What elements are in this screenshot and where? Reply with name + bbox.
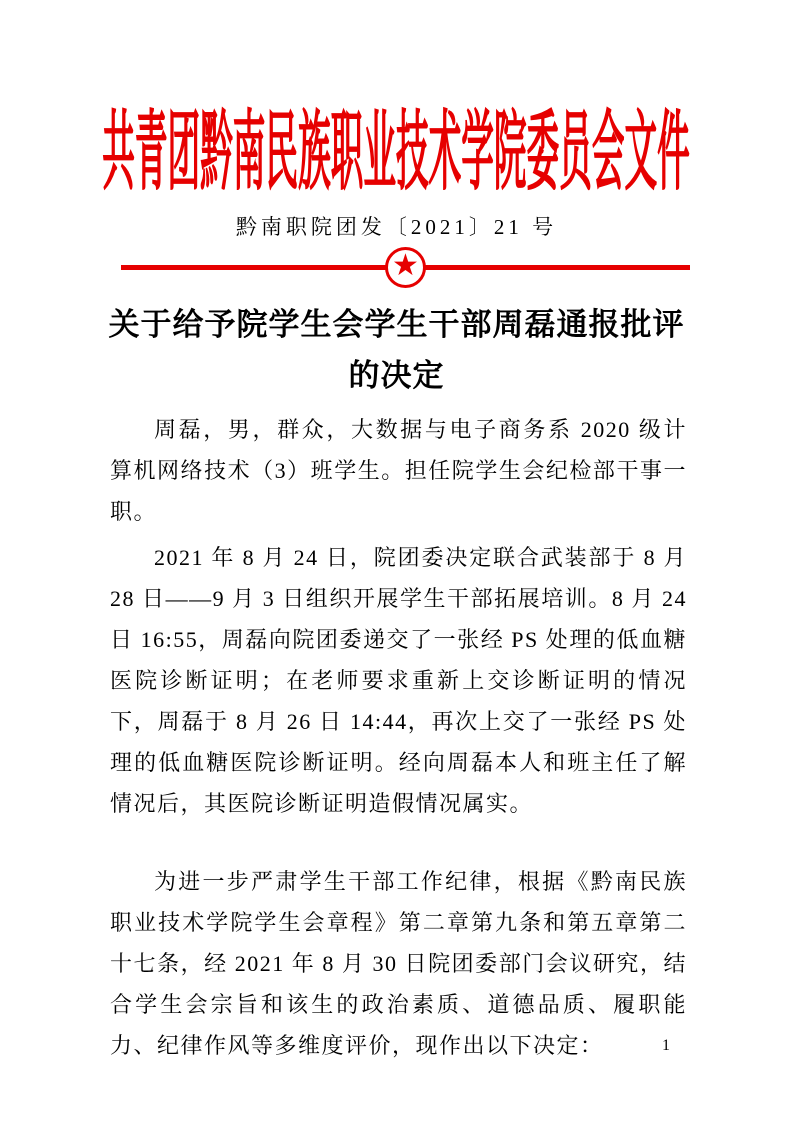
document-title-line-2: 的决定 (348, 358, 445, 393)
document-number: 黔南职院团发〔2021〕21 号 (235, 215, 558, 239)
star-icon: ★ (392, 248, 419, 283)
body-paragraph: 为进一步严肃学生干部工作纪律，根据《黔南民族职业技术学院学生会章程》第二章第九条和第五章第二十七条，经 2021 年 8 月 30 日院团委部门会议研究，结合学生会宗旨和该生的政治素质、道德品质、履职能力、纪律作风等多维度评价，现作出以下决定： (110, 869, 687, 1058)
document-body (110, 409, 687, 1066)
body-paragraph: 2021 年 8 月 24 日，院团委决定联合武装部于 8 月 28 日——9 月 3 日组织开展学生干部拓展培训。8 月 24 日 16:55，周磊向院团委递交了一张经 PS 处理的低血糖医院诊断证明；在老师要求重新上交诊断证明的情况下，周磊于 8 月 26 日 14:44，再次上交了一张经 PS 处理的低血糖医院诊断证明。经向周磊本人和班主任了解情况后，其医院诊断证明造假情况属实。 (110, 545, 687, 816)
document-title-line-1: 关于给予院学生会学生干部周磊通报批评 (108, 307, 685, 342)
star-emblem (385, 247, 426, 288)
letterhead-title: 共青团黔南民族职业技术学院委员会文件 (102, 102, 691, 201)
page-number: 1 (662, 1037, 670, 1054)
document-title (0, 299, 793, 401)
red-letterhead-banner (0, 98, 793, 201)
body-paragraph: 周磊，男，群众，大数据与电子商务系 2020 级计算机网络技术（3）班学生。担任院学生会纪检部干事一职。 (110, 417, 687, 524)
